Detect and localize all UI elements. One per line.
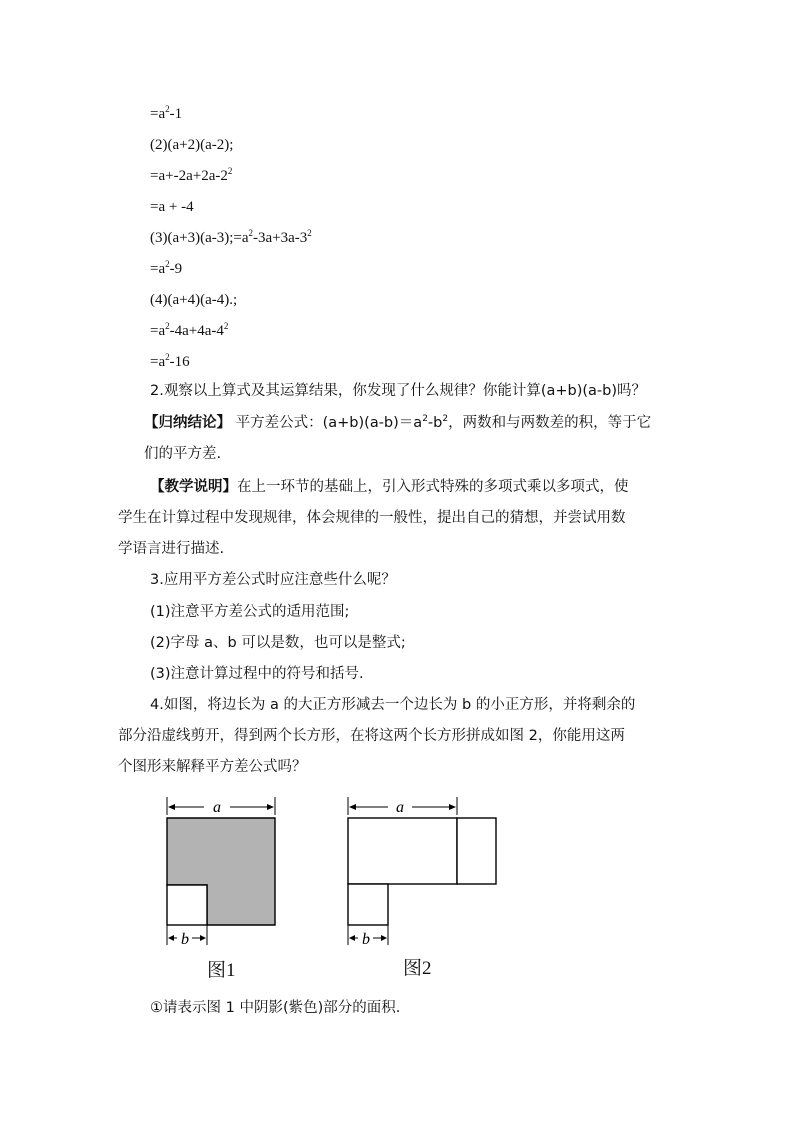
- arrow-left-icon: [349, 804, 356, 810]
- question-3-item-1: (1)注意平方差公式的适用范围;: [150, 604, 350, 620]
- eq-text: -3a+3a-3: [253, 230, 308, 246]
- label-a: a: [213, 799, 221, 816]
- question-3-item-3: (3)注意计算过程中的符号和括号.: [150, 666, 364, 682]
- eq-exponent: 2: [248, 228, 254, 238]
- arrow-right-icon: [267, 804, 274, 810]
- eq-text: =a: [150, 106, 166, 122]
- eq-exponent: 2: [165, 259, 170, 269]
- equation-line-4: =a + -4: [150, 199, 194, 215]
- conclusion-tag: 【归纳结论】: [144, 415, 231, 431]
- figure-2: [340, 795, 500, 955]
- eq-text: -9: [169, 261, 183, 277]
- equation-line-1: [150, 104, 182, 124]
- eq-exponent: 2: [227, 166, 233, 176]
- question-3-title: 3.应用平方差公式时应注意些什么呢？: [150, 572, 396, 588]
- question-4-line-3: 个图形来解释平方差公式吗？: [118, 759, 307, 775]
- equation-line-9: [150, 352, 190, 372]
- eq-exponent: 2: [165, 104, 170, 114]
- eq-text: (3)(a+3)(a-3);=a: [150, 230, 249, 246]
- eq-text: -16: [169, 354, 190, 370]
- eq-exponent: 2: [307, 228, 312, 238]
- eq-text: -1: [169, 106, 183, 122]
- conclusion-text: 平方差公式：(a+b)(a-b)＝a: [231, 415, 423, 431]
- eq-text: =a: [150, 354, 166, 370]
- equation-line-2: (2)(a+2)(a-2);: [150, 137, 234, 153]
- arrow-right-icon: [449, 804, 456, 810]
- eq-text: =a: [150, 323, 166, 339]
- label-a: a: [396, 799, 404, 816]
- figure-1: [160, 795, 290, 955]
- small-square: [348, 884, 388, 925]
- arrow-right-icon: [381, 935, 387, 941]
- equation-line-6: [150, 259, 182, 279]
- arrow-left-icon: [349, 935, 355, 941]
- equation-line-8: [150, 321, 228, 341]
- formula-exponent: 2: [422, 414, 428, 424]
- arrow-right-icon: [200, 935, 206, 941]
- teaching-line-2: 学生在计算过程中发现规律，体会规律的一般性，提出自己的猜想，并尝试用数: [118, 510, 626, 526]
- conclusion-line-1: [144, 413, 651, 433]
- question-4-line-2: 部分沿虚线剪开，得到两个长方形，在将这两个长方形拼成如图 2，你能用这两: [118, 728, 625, 744]
- eq-exponent: 2: [223, 321, 229, 331]
- equation-line-7: (4)(a+4)(a-4).;: [150, 292, 238, 308]
- formula-exponent: 2: [442, 414, 449, 424]
- teaching-text: 在上一环节的基础上，引入形式特殊的多项式乘以多项式，使: [237, 479, 629, 495]
- arrow-left-icon: [168, 804, 175, 810]
- teaching-line-3: 学语言进行描述.: [118, 541, 225, 557]
- arrow-left-icon: [168, 935, 174, 941]
- label-b: b: [362, 931, 370, 948]
- eq-exponent: 2: [165, 352, 170, 362]
- conclusion-line-2: 们的平方差.: [144, 446, 222, 462]
- question-4-line-1: 4.如图，将边长为 a 的大正方形减去一个边长为 b 的小正方形，并将剩余的: [150, 697, 636, 713]
- equation-line-3: [150, 166, 232, 186]
- question-2: 2.观察以上算式及其运算结果，你发现了什么规律？你能计算(a+b)(a-b)吗？: [150, 383, 647, 399]
- teaching-tag: 【教学说明】: [150, 479, 237, 495]
- large-rectangle: [348, 818, 457, 884]
- figure-1-caption: 图1: [207, 960, 236, 981]
- attached-rectangle: [457, 818, 496, 884]
- eq-text: =a+-2a+2a-2: [150, 168, 228, 184]
- eq-exponent: 2: [165, 321, 170, 331]
- question-3-item-2: (2)字母 a、b 可以是数，也可以是整式;: [150, 635, 406, 651]
- figure-2-caption: 图2: [403, 958, 432, 979]
- task-1: ①请表示图 1 中阴影(紫色)部分的面积.: [150, 1000, 401, 1016]
- small-square: [167, 885, 207, 925]
- label-b: b: [181, 931, 189, 948]
- eq-text: =a: [150, 261, 166, 277]
- conclusion-text: -b: [427, 415, 443, 431]
- teaching-line-1: [150, 477, 629, 497]
- eq-text: -4a+4a-4: [169, 323, 224, 339]
- equation-line-5: [150, 228, 312, 248]
- conclusion-text: ，两数和与两数差的积，等于它: [448, 415, 652, 431]
